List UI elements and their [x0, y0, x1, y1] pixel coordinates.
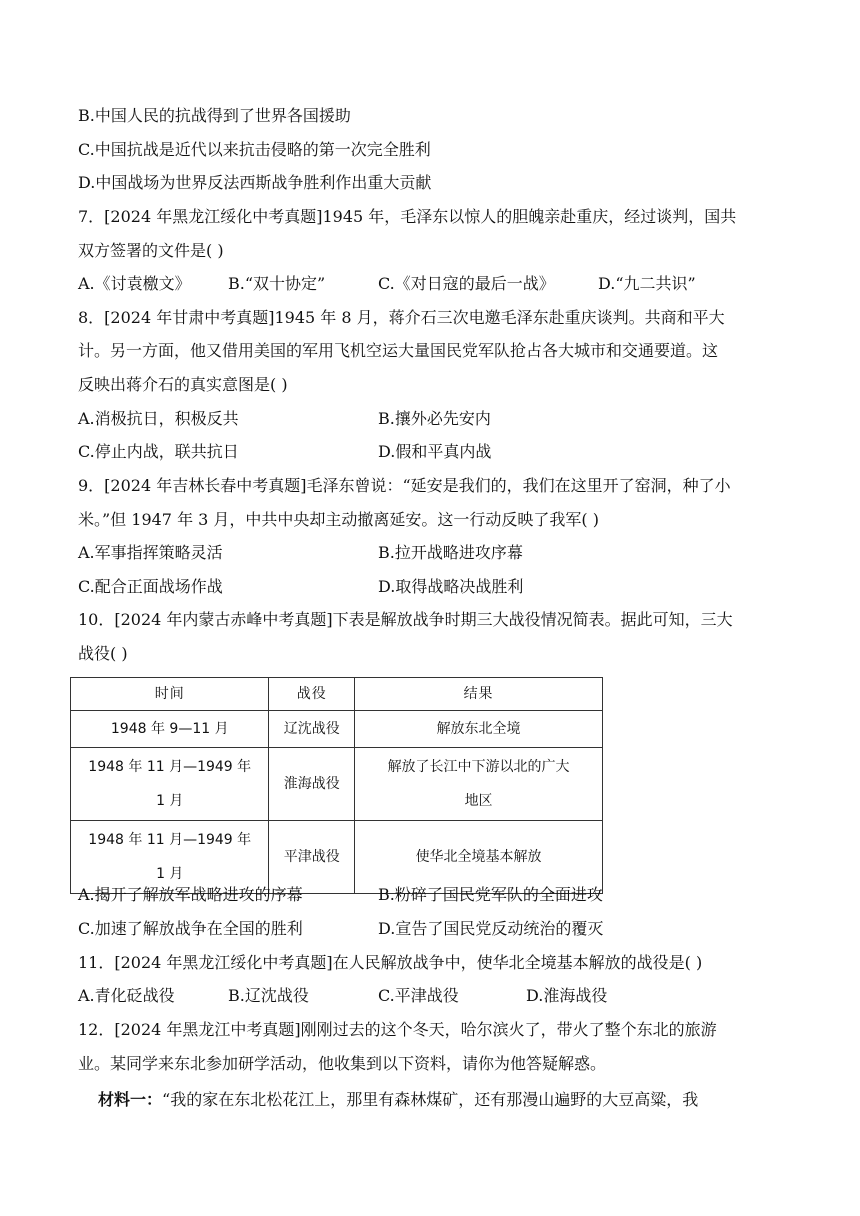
table-cell-result-line2: 地区	[464, 793, 493, 809]
q6-option-b: B.中国人民的抗战得到了世界各国援助	[78, 106, 351, 125]
q9-options-cd	[78, 577, 798, 597]
q12-material-text: “我的家在东北松花江上，那里有森林煤矿，还有那漫山遍野的大豆高粱，我	[162, 1090, 699, 1109]
table-header-time: 时间	[71, 678, 269, 711]
q9-option-c: C.配合正面战场作战	[78, 577, 223, 596]
table-header-row	[71, 678, 603, 711]
table-row	[71, 748, 603, 821]
table-cell-time-line2: 1 月	[156, 866, 184, 882]
q10-stem-line1: 10．[2024 年内蒙古赤峰中考真题]下表是解放战争时期三大战役情况简表。据此可知，三大	[78, 610, 733, 629]
q10-option-c: C.加速了解放战争在全国的胜利	[78, 919, 303, 938]
q9-stem-line1: 9．[2024 年吉林长春中考真题]毛泽东曾说：“延安是我们的，我们在这里开了窑洞，种了小	[78, 476, 731, 495]
q8-options-cd	[78, 442, 798, 462]
table-cell-time: 1948 年 9—11 月	[71, 711, 269, 748]
table-cell-battle: 辽沈战役	[269, 711, 355, 748]
q7-stem-line1: 7．[2024 年黑龙江绥化中考真题]1945 年，毛泽东以惊人的胆魄亲赴重庆，经过谈判，国共	[78, 207, 737, 226]
q10-options-cd	[78, 919, 798, 939]
q7-stem-line2: 双方签署的文件是( )	[78, 241, 224, 260]
q6-option-d: D.中国战场为世界反法西斯战争胜利作出重大贡献	[78, 173, 432, 192]
q12-stem-line2: 业。某同学来东北参加研学活动，他收集到以下资料，请你为他答疑解惑。	[78, 1054, 607, 1073]
table-cell-time-line1: 1948 年 11 月—1949 年	[88, 832, 252, 848]
table-row	[71, 821, 603, 894]
table-cell-result-line1: 解放了长江中下游以北的广大	[387, 759, 570, 775]
q9-stem-line2: 米。”但 1947 年 3 月，中共中央却主动撤离延安。这一行动反映了我军( )	[78, 510, 599, 529]
q7-option-b: B.“双十协定”	[228, 274, 326, 293]
q9-options-ab	[78, 543, 798, 563]
q8-option-b: B.攘外必先安内	[378, 409, 491, 428]
table-cell-time-line2: 1 月	[156, 793, 184, 809]
q8-stem-line3: 反映出蒋介石的真实意图是( )	[78, 375, 288, 394]
table-cell-battle: 平津战役	[269, 821, 355, 894]
q10-option-a: A.揭开了解放军战略进攻的序幕	[78, 885, 303, 904]
q11-stem-line1: 11．[2024 年黑龙江绥化中考真题]在人民解放战争中，使华北全境基本解放的战役是( )	[78, 953, 703, 972]
q11-option-d: D.淮海战役	[526, 986, 608, 1005]
q9-option-a: A.军事指挥策略灵活	[78, 543, 223, 562]
table-cell-result	[355, 748, 603, 821]
q10-option-b: B.粉碎了国民党军队的全面进攻	[378, 885, 603, 904]
q10-option-d: D.宣告了国民党反动统治的覆灭	[378, 919, 604, 938]
q12-material-label: 材料一：	[98, 1090, 163, 1109]
q11-option-c: C.平津战役	[378, 986, 459, 1005]
table-header-battle: 战役	[269, 678, 355, 711]
q12-material-one	[98, 1090, 698, 1110]
q8-option-d: D.假和平真内战	[378, 442, 492, 461]
q7-options	[78, 274, 798, 294]
table-header-result: 结果	[355, 678, 603, 711]
table-cell-time	[71, 821, 269, 894]
q8-stem-line2: 计。另一方面，他又借用美国的军用飞机空运大量国民党军队抢占各大城市和交通要道。这	[78, 341, 719, 360]
q9-option-b: B.拉开战略进攻序幕	[378, 543, 523, 562]
q8-option-a: A.消极抗日，积极反共	[78, 409, 239, 428]
q8-options-ab	[78, 409, 798, 429]
q8-option-c: C.停止内战，联共抗日	[78, 442, 239, 461]
q11-option-b: B.辽沈战役	[228, 986, 309, 1005]
q11-option-a: A.青化砭战役	[78, 986, 175, 1005]
table-cell-result: 解放东北全境	[355, 711, 603, 748]
q7-option-c: C.《对日寇的最后一战》	[378, 274, 555, 293]
table-cell-battle: 淮海战役	[269, 748, 355, 821]
q9-option-d: D.取得战略决战胜利	[378, 577, 524, 596]
q7-option-d: D.“九二共识”	[598, 274, 696, 293]
table-row	[71, 711, 603, 748]
q10-stem-line2: 战役( )	[78, 644, 128, 663]
table-cell-time-line1: 1948 年 11 月—1949 年	[88, 759, 252, 775]
q8-stem-line1: 8．[2024 年甘肃中考真题]1945 年 8 月，蒋介石三次电邀毛泽东赴重庆谈判。共商和平大	[78, 308, 725, 327]
table-cell-result: 使华北全境基本解放	[355, 821, 603, 894]
q11-options	[78, 986, 798, 1006]
q7-option-a: A.《讨袁檄文》	[78, 274, 191, 293]
campaign-table	[70, 677, 603, 894]
q6-option-c: C.中国抗战是近代以来抗击侵略的第一次完全胜利	[78, 140, 431, 159]
q12-stem-line1: 12．[2024 年黑龙江中考真题]刚刚过去的这个冬天，哈尔滨火了，带火了整个东北的旅游	[78, 1020, 717, 1039]
table-cell-time	[71, 748, 269, 821]
q10-options-ab	[78, 885, 798, 905]
